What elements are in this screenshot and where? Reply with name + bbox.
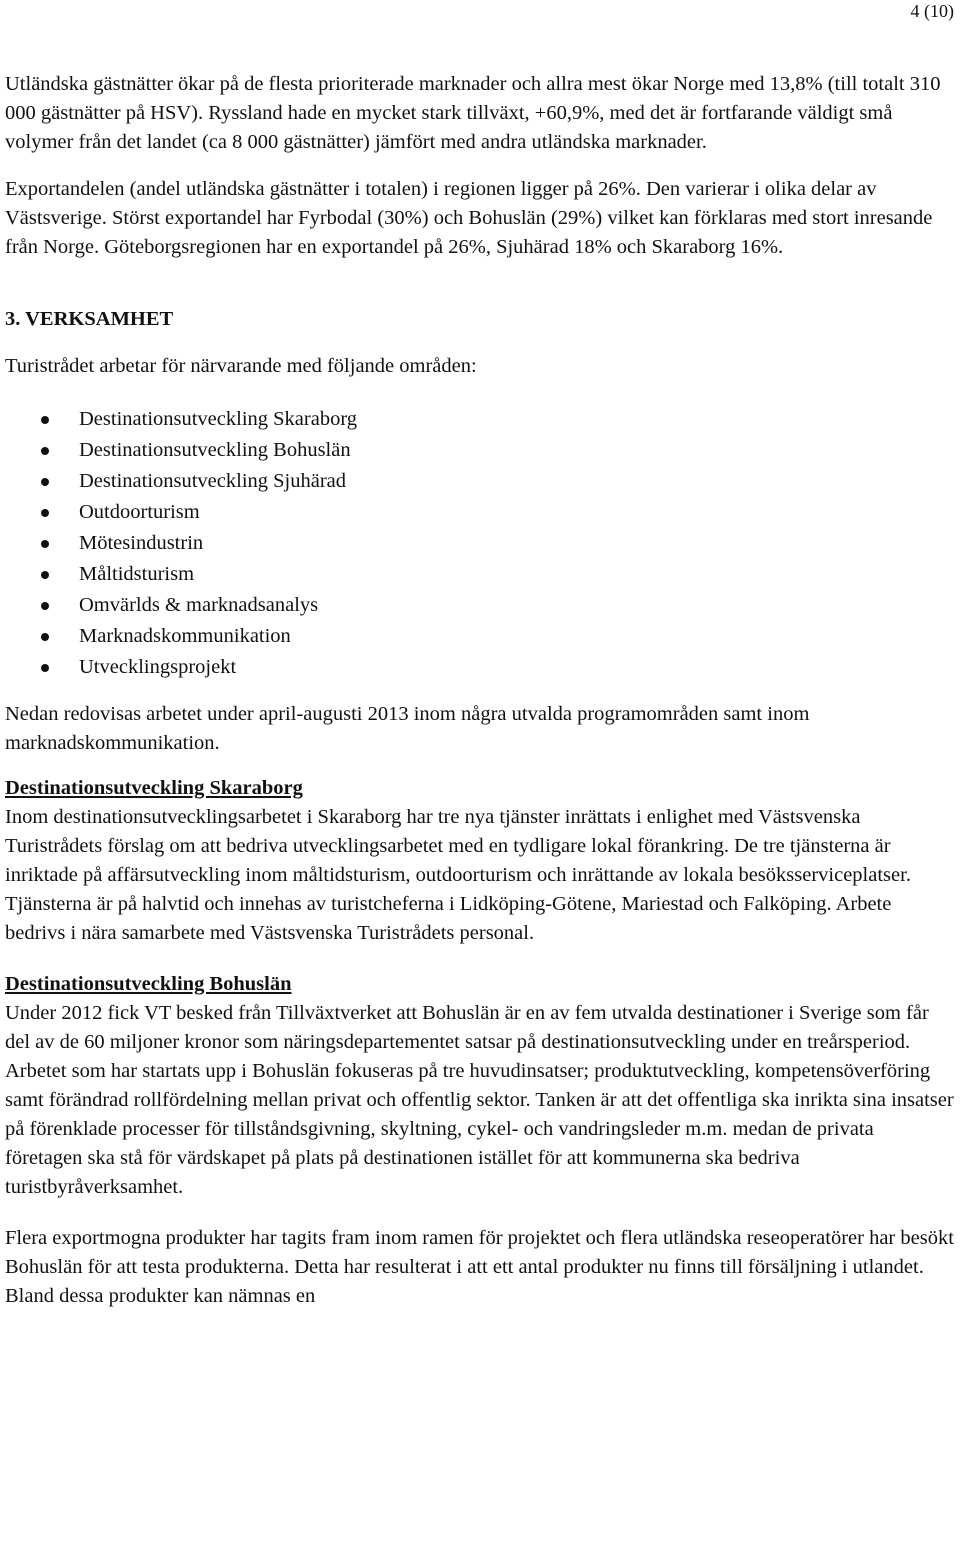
list-item: Marknadskommunikation xyxy=(5,621,955,652)
section-heading: 3. VERKSAMHET xyxy=(5,308,174,330)
list-item: Destinationsutveckling Bohuslän xyxy=(5,435,955,466)
section-bohuslan xyxy=(5,970,955,1202)
paragraph-skaraborg: Inom destinationsutvecklingsarbetet i Skaraborg har tre nya tjänster inrättats i enlighet med Västsvenska Turistrådets förslag om att bedriva utvecklingsarbetet med en tydligare lokal förankring. De tre tjänsterna är inriktade på affärsutveckling inom måltidsturism, outdoorturism och inrättande av lokala besöksserviceplatser. Tjänsterna är på halvtid och innehas av turistcheferna i Lidköping-Götene, Mariestad och Falköping. Arbete bedrivs i nära samarbete med Västsvenska Turistrådets personal. xyxy=(5,806,911,944)
paragraph-bohuslan: Under 2012 fick VT besked från Tillväxtverket att Bohuslän är en av fem utvalda destinationer i Sverige som får del av de 60 miljoner kronor som näringsdepartementet satsar på destinationsutveckling under en treårsperiod. Arbetet som har startats upp i Bohuslän fokuseras på tre huvudinsatser; produktutveckling, kompetensöverföring samt förändrad rollfördelning mellan privat och offentlig sektor. Tanken är att det offentliga ska inrikta sina insatser på förenklade processer för tillståndsgivning, skyltning, cykel- och vandringsleder m.m. medan de privata företagen ska stå för värdskapet på plats på destinationen istället för att kommunerna ska bedriva turistbyråverksamhet. xyxy=(5,1002,954,1198)
section-skaraborg xyxy=(5,774,955,948)
paragraph-report-scope: Nedan redovisas arbetet under april-augusti 2013 inom några utvalda programområden samt inom marknadskommunikation. xyxy=(5,703,810,754)
section-intro: Turistrådet arbetar för närvarande med följande områden: xyxy=(5,355,477,377)
bullet-icon xyxy=(41,540,49,548)
list-item: Utvecklingsprojekt xyxy=(5,652,955,683)
list-item: Mötesindustrin xyxy=(5,528,955,559)
list-item: Outdoorturism xyxy=(5,497,955,528)
paragraph-bohuslan-products: Flera exportmogna produkter har tagits fram inom ramen för projektet och flera utländska reseoperatörer har besökt Bohuslän för att testa produkterna. Detta har resulterat i att ett antal produkter nu finns till försäljning i utlandet. Bland dessa produkter kan nämnas en xyxy=(5,1227,954,1307)
bullet-icon xyxy=(41,509,49,517)
subsection-title-skaraborg: Destinationsutveckling Skaraborg xyxy=(5,777,303,799)
bullet-icon xyxy=(41,633,49,641)
paragraph-foreign-guest-nights: Utländska gästnätter ökar på de flesta prioriterade marknader och allra mest ökar Norge med 13,8% (till totalt 310 000 gästnätter på HSV). Ryssland hade en mycket stark tillväxt, +60,9%, med det är fortfarande väldigt små volymer från det landet (ca 8 000 gästnätter) jämfört med andra utländska marknader. xyxy=(5,73,941,153)
list-item: Omvärlds & marknadsanalys xyxy=(5,590,955,621)
list-item: Måltidsturism xyxy=(5,559,955,590)
list-item: Destinationsutveckling Skaraborg xyxy=(5,404,955,435)
subsection-title-bohuslan: Destinationsutveckling Bohuslän xyxy=(5,973,292,995)
bullet-icon xyxy=(41,571,49,579)
page-number: 4 (10) xyxy=(910,1,954,21)
bullet-icon xyxy=(41,416,49,424)
document-body xyxy=(5,70,955,1311)
bullet-icon xyxy=(41,664,49,672)
bullet-icon xyxy=(41,447,49,455)
bullet-icon xyxy=(41,478,49,486)
focus-areas-list xyxy=(5,404,955,683)
paragraph-export-share: Exportandelen (andel utländska gästnätter i totalen) i regionen ligger på 26%. Den varierar i olika delar av Västsverige. Störst exportandel har Fyrbodal (30%) och Bohuslän (29%) vilket kan förklaras med stort inresande från Norge. Göteborgsregionen har en exportandel på 26%, Sjuhärad 18% och Skaraborg 16%. xyxy=(5,178,933,258)
bullet-icon xyxy=(41,602,49,610)
list-item: Destinationsutveckling Sjuhärad xyxy=(5,466,955,497)
